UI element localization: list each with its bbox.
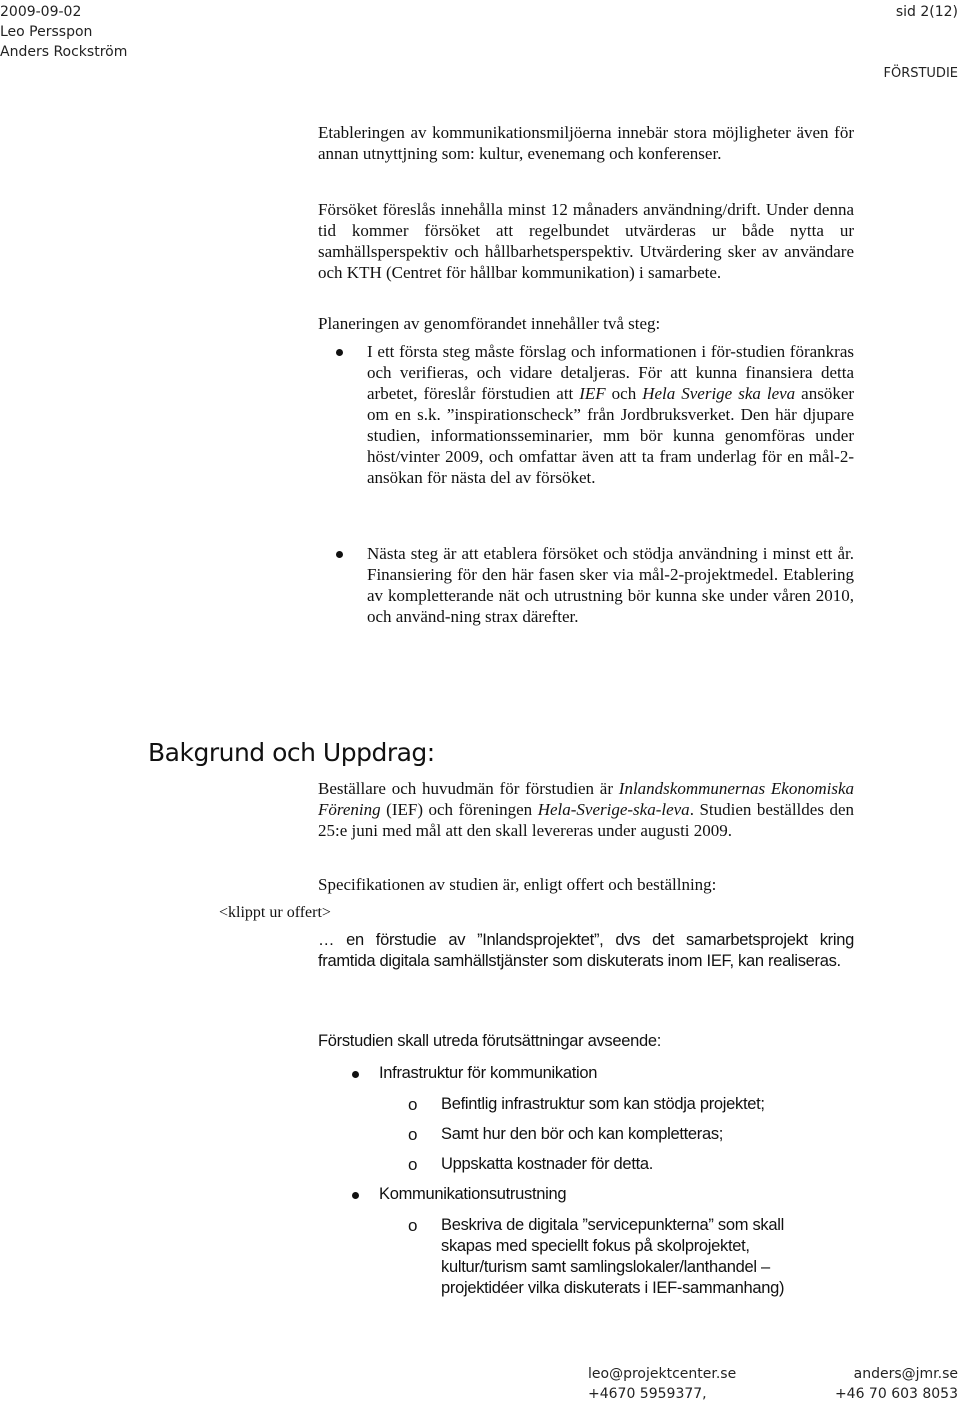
paragraph-client: [318, 778, 854, 841]
bullet-step-two: Nästa steg är att etablera försöket och stödja användning i minst ett år. Finansiering för den här fasen sker via mål-2-projektmedel. Etablering av kompletterande nät och utrustning bör kunna ske under våren 2010, och använd-ning strax därefter.: [367, 544, 854, 626]
header-author-1: Leo Persspon: [0, 24, 93, 40]
bullet-step-one-text-cont: ansöker om en s.k. ”inspirationscheck” från Jordbruksverket. Den här djupare studien, informationsseminarier, mm bör kunna genomföras under höst/vinter 2009, och omfattar även att ta fram underlag för en mål-2-ansökan för nästa del av försöket.: [367, 384, 855, 487]
scope-item-equipment: Kommunikationsutrustning: [379, 1185, 567, 1203]
client-org-ief: Inlandskommunernas Ekonomiska Förening: [318, 779, 855, 819]
footer-phone-anders: +46 70 603 8053: [834, 1386, 958, 1402]
scope-item-infrastructure: Infrastruktur för kommunikation: [379, 1064, 598, 1082]
spec-intro: Specifikationen av studien är, enligt offert och beställning:: [318, 875, 717, 894]
bullet-step-one: [367, 341, 854, 488]
conjunction: och: [605, 384, 643, 403]
paragraph-trial-period: Försöket föreslås innehålla minst 12 månaders användning/drift. Under denna tid kommer försöket att regelbundet utvärderas ur både nytta ur samhällsperspektiv och hållbarhetsperspektiv. Utvärdering sker av användare och KTH (Centret för hållbar kommunikation) i samarbete.: [318, 200, 854, 282]
side-note: <klippt ur offert>: [219, 904, 331, 921]
scope-sub-item: Befintlig infrastruktur som kan stödja projektet;: [441, 1095, 765, 1113]
ief-abbrev: IEF: [579, 384, 606, 403]
hela-sverige-name: Hela Sverige ska leva: [642, 384, 796, 403]
client-text-end: . Studien beställdes den 25:e juni med mål att den skall levereras under augusti 2009.: [318, 800, 854, 840]
scope-sub-line: kultur/turism samt samlingslokaler/lanthandel –: [441, 1258, 770, 1276]
bullet-marker: [336, 551, 343, 558]
header-page-number: sid 2(12): [895, 4, 958, 20]
paragraph-environments: Etableringen av kommunikationsmiljöerna innebär stora möjligheter även för annan utnyttjning som: kultur, evenemang och konferenser.: [318, 123, 854, 163]
bullet-marker: [336, 349, 343, 356]
scope-intro: Förstudien skall utreda förutsättningar avseende:: [318, 1032, 662, 1050]
bullet-marker: [352, 1071, 359, 1078]
client-text: Beställare och huvudmän för förstudien är: [318, 779, 619, 798]
footer-email-anders[interactable]: anders@jmr.se: [853, 1366, 958, 1382]
paragraph-planning-intro: Planeringen av genomförandet innehåller två steg:: [318, 314, 661, 333]
scope-sub-line: projektidéer vilka diskuterats i IEF-sammanhang): [441, 1279, 785, 1297]
sub-bullet-marker: o: [408, 1095, 418, 1114]
footer-phone-leo: +4670 5959377,: [588, 1386, 707, 1402]
scope-sub-line: Beskriva de digitala ”servicepunkterna” som skall: [441, 1216, 784, 1234]
scope-sub-item: Samt hur den bör och kan kompletteras;: [441, 1125, 724, 1143]
sub-bullet-marker: o: [408, 1125, 418, 1144]
bullet-marker: [352, 1192, 359, 1199]
footer-email-leo[interactable]: leo@projektcenter.se: [588, 1366, 737, 1382]
sub-bullet-marker: o: [408, 1216, 418, 1235]
scope-sub-item: Uppskatta kostnader för detta.: [441, 1155, 654, 1173]
header-author-2: Anders Rockström: [0, 44, 128, 60]
offer-quote: … en förstudie av ”Inlandsprojektet”, dvs det samarbetsprojekt kring framtida digitala samhällstjänster som diskuterats inom IEF, kan realiseras.: [318, 931, 854, 970]
header-date: 2009-09-02: [0, 4, 82, 20]
sub-bullet-marker: o: [408, 1155, 418, 1174]
client-org-hsl: Hela-Sverige-ska-leva: [537, 800, 690, 819]
client-text-cont: (IEF) och föreningen: [380, 800, 538, 819]
bullet-step-one-text: I ett första steg måste förslag och informationen i för-studien förankras och verifieras, och vidare detaljeras. För att kunna finansiera detta arbetet, föreslår förstudien att: [367, 342, 854, 403]
header-doc-type: FÖRSTUDIE: [883, 66, 958, 81]
scope-sub-line: skapas med speciellt fokus på skolprojektet,: [441, 1237, 750, 1255]
section-heading: Bakgrund och Uppdrag:: [148, 738, 435, 767]
